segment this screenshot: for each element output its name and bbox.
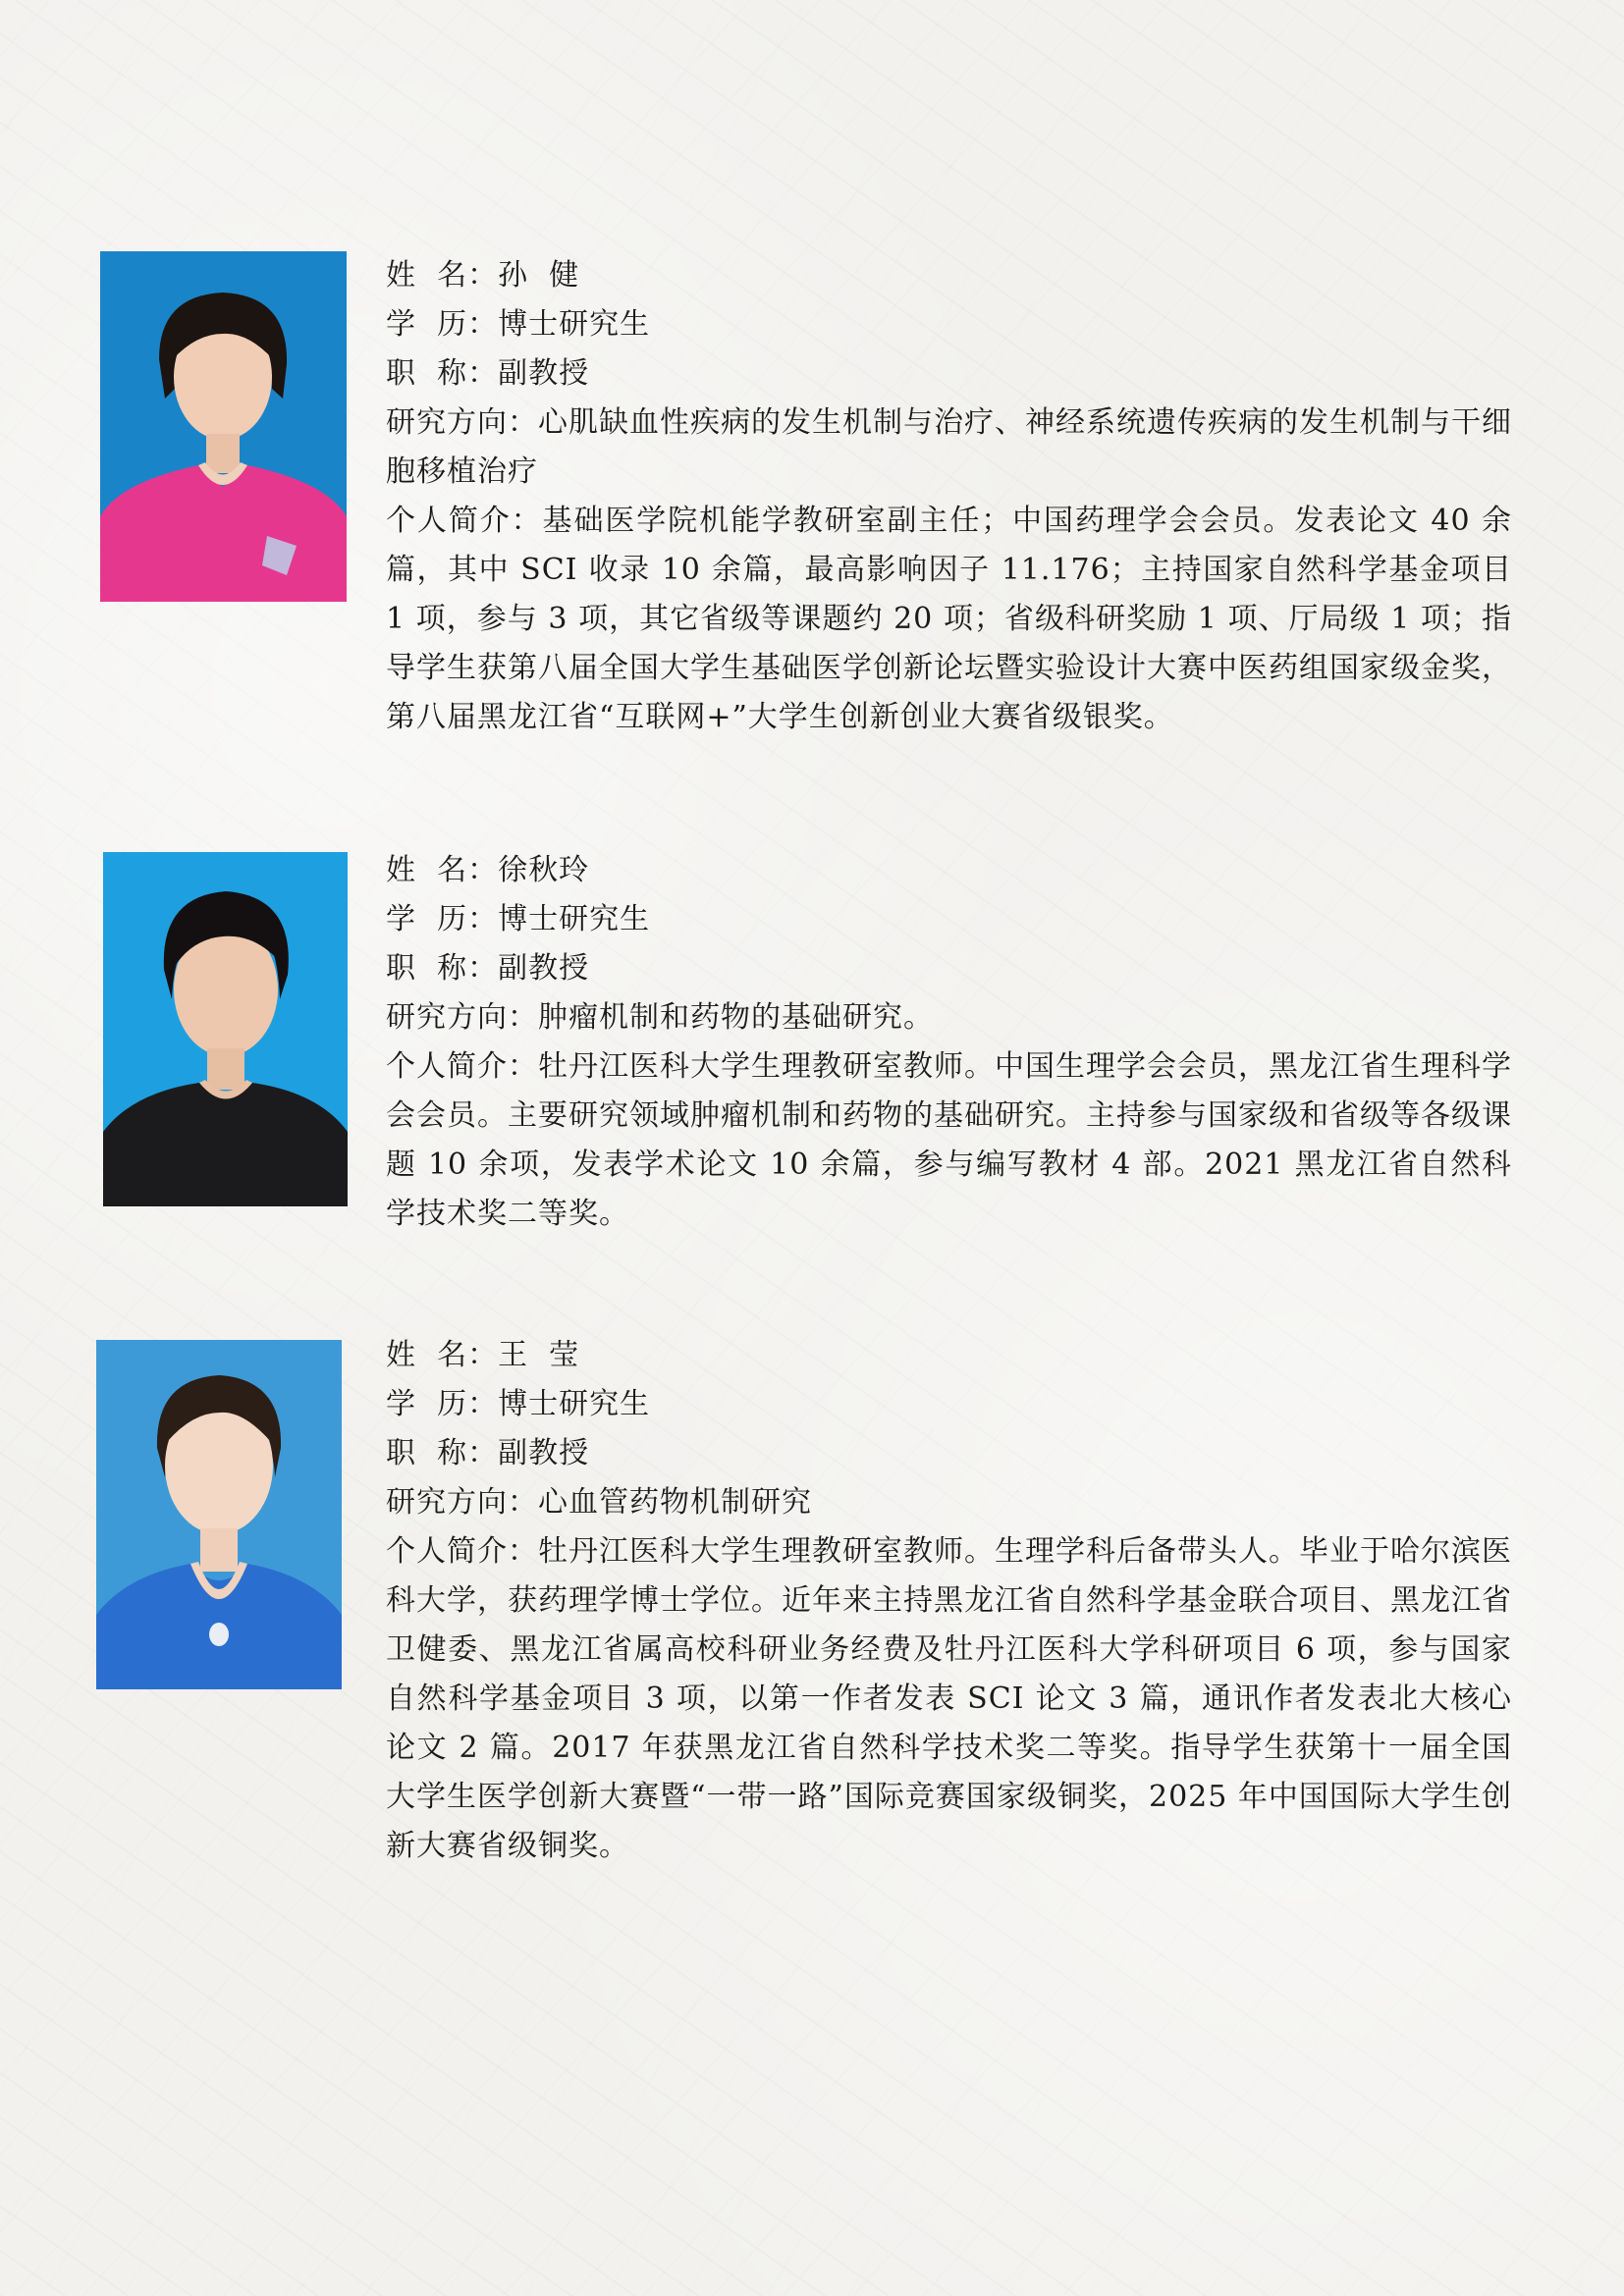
portrait-photo [96, 1340, 342, 1689]
title-value: 副教授 [498, 951, 590, 986]
profile-info [386, 1331, 1512, 1871]
bio-row [386, 1042, 1512, 1239]
name-row [386, 846, 1512, 895]
bio-label: 个人简介： [386, 1049, 538, 1084]
bio-value: 牡丹江医科大学生理教研室教师。生理学科后备带头人。毕业于哈尔滨医科大学，获药理学博士学位。近年来主持黑龙江省自然科学基金联合项目、黑龙江省卫健委、黑龙江省属高校科研业务经费及牡丹江医科大学科研项目 6 项，参与国家自然科学基金项目 3 项，以第一作者发表 SCI 论文 3 篇，通讯作者发表北大核心论文 2 篇。2017 年获黑龙江省自然科学技术奖二等奖。指导学生获第十一届全国大学生医学创新大赛暨“一带一路”国际竞赛国家级铜奖，2025 年中国国际大学生创新大赛省级铜奖。 [386, 1534, 1512, 1863]
education-row [386, 300, 1512, 349]
bio-row [386, 497, 1512, 742]
research-label: 研究方向： [386, 1000, 538, 1035]
bio-label: 个人简介： [386, 1534, 538, 1569]
profile-info [386, 251, 1512, 742]
education-row [386, 1380, 1512, 1429]
name-label: 姓 名： [386, 1338, 499, 1372]
research-row [386, 399, 1512, 497]
name-value: 王 莹 [498, 1338, 580, 1372]
portrait-photo [100, 251, 347, 602]
education-label: 学 历： [386, 1387, 499, 1421]
research-label: 研究方向： [386, 405, 538, 440]
title-row [386, 349, 1512, 399]
title-row [386, 1429, 1512, 1478]
name-row [386, 1331, 1512, 1380]
education-row [386, 895, 1512, 944]
name-label: 姓 名： [386, 853, 499, 887]
education-value: 博士研究生 [498, 1387, 651, 1421]
education-label: 学 历： [386, 307, 499, 342]
name-value: 孙 健 [498, 258, 580, 293]
research-row [386, 1478, 1512, 1527]
title-label: 职 称： [386, 356, 499, 391]
bio-label: 个人简介： [386, 504, 543, 538]
research-value: 肿瘤机制和药物的基础研究。 [538, 1000, 934, 1035]
research-value: 心血管药物机制研究 [538, 1485, 812, 1520]
research-row [386, 993, 1512, 1042]
bio-value: 牡丹江医科大学生理教研室教师。中国生理学会会员，黑龙江省生理科学会会员。主要研究领域肿瘤机制和药物的基础研究。主持参与国家级和省级等各级课题 10 余项，发表学术论文 10 余篇，参与编写教材 4 部。2021 黑龙江省自然科学技术奖二等奖。 [386, 1049, 1512, 1231]
title-row [386, 944, 1512, 993]
title-label: 职 称： [386, 1436, 499, 1470]
name-value: 徐秋玲 [498, 853, 590, 887]
education-value: 博士研究生 [498, 902, 651, 936]
research-value: 心肌缺血性疾病的发生机制与治疗、神经系统遗传疾病的发生机制与干细胞移植治疗 [386, 405, 1512, 489]
title-label: 职 称： [386, 951, 499, 986]
bio-value: 基础医学院机能学教研室副主任；中国药理学会会员。发表论文 40 余篇，其中 SCI 收录 10 余篇，最高影响因子 11.176；主持国家自然科学基金项目 1 项，参与 3 项，其它省级等课题约 20 项；省级科研奖励 1 项、厅局级 1 项；指导学生获第八届全国大学生基础医学创新论坛暨实验设计大赛中医药组国家级金奖，第八届黑龙江省“互联网+”大学生创新创业大赛省级银奖。 [386, 504, 1513, 734]
research-label: 研究方向： [386, 1485, 538, 1520]
name-label: 姓 名： [386, 258, 499, 293]
name-row [386, 251, 1512, 300]
education-label: 学 历： [386, 902, 499, 936]
education-value: 博士研究生 [498, 307, 651, 342]
portrait-photo [103, 852, 348, 1206]
profile-info [386, 846, 1512, 1239]
bio-row [386, 1527, 1512, 1871]
title-value: 副教授 [498, 1436, 590, 1470]
title-value: 副教授 [498, 356, 590, 391]
